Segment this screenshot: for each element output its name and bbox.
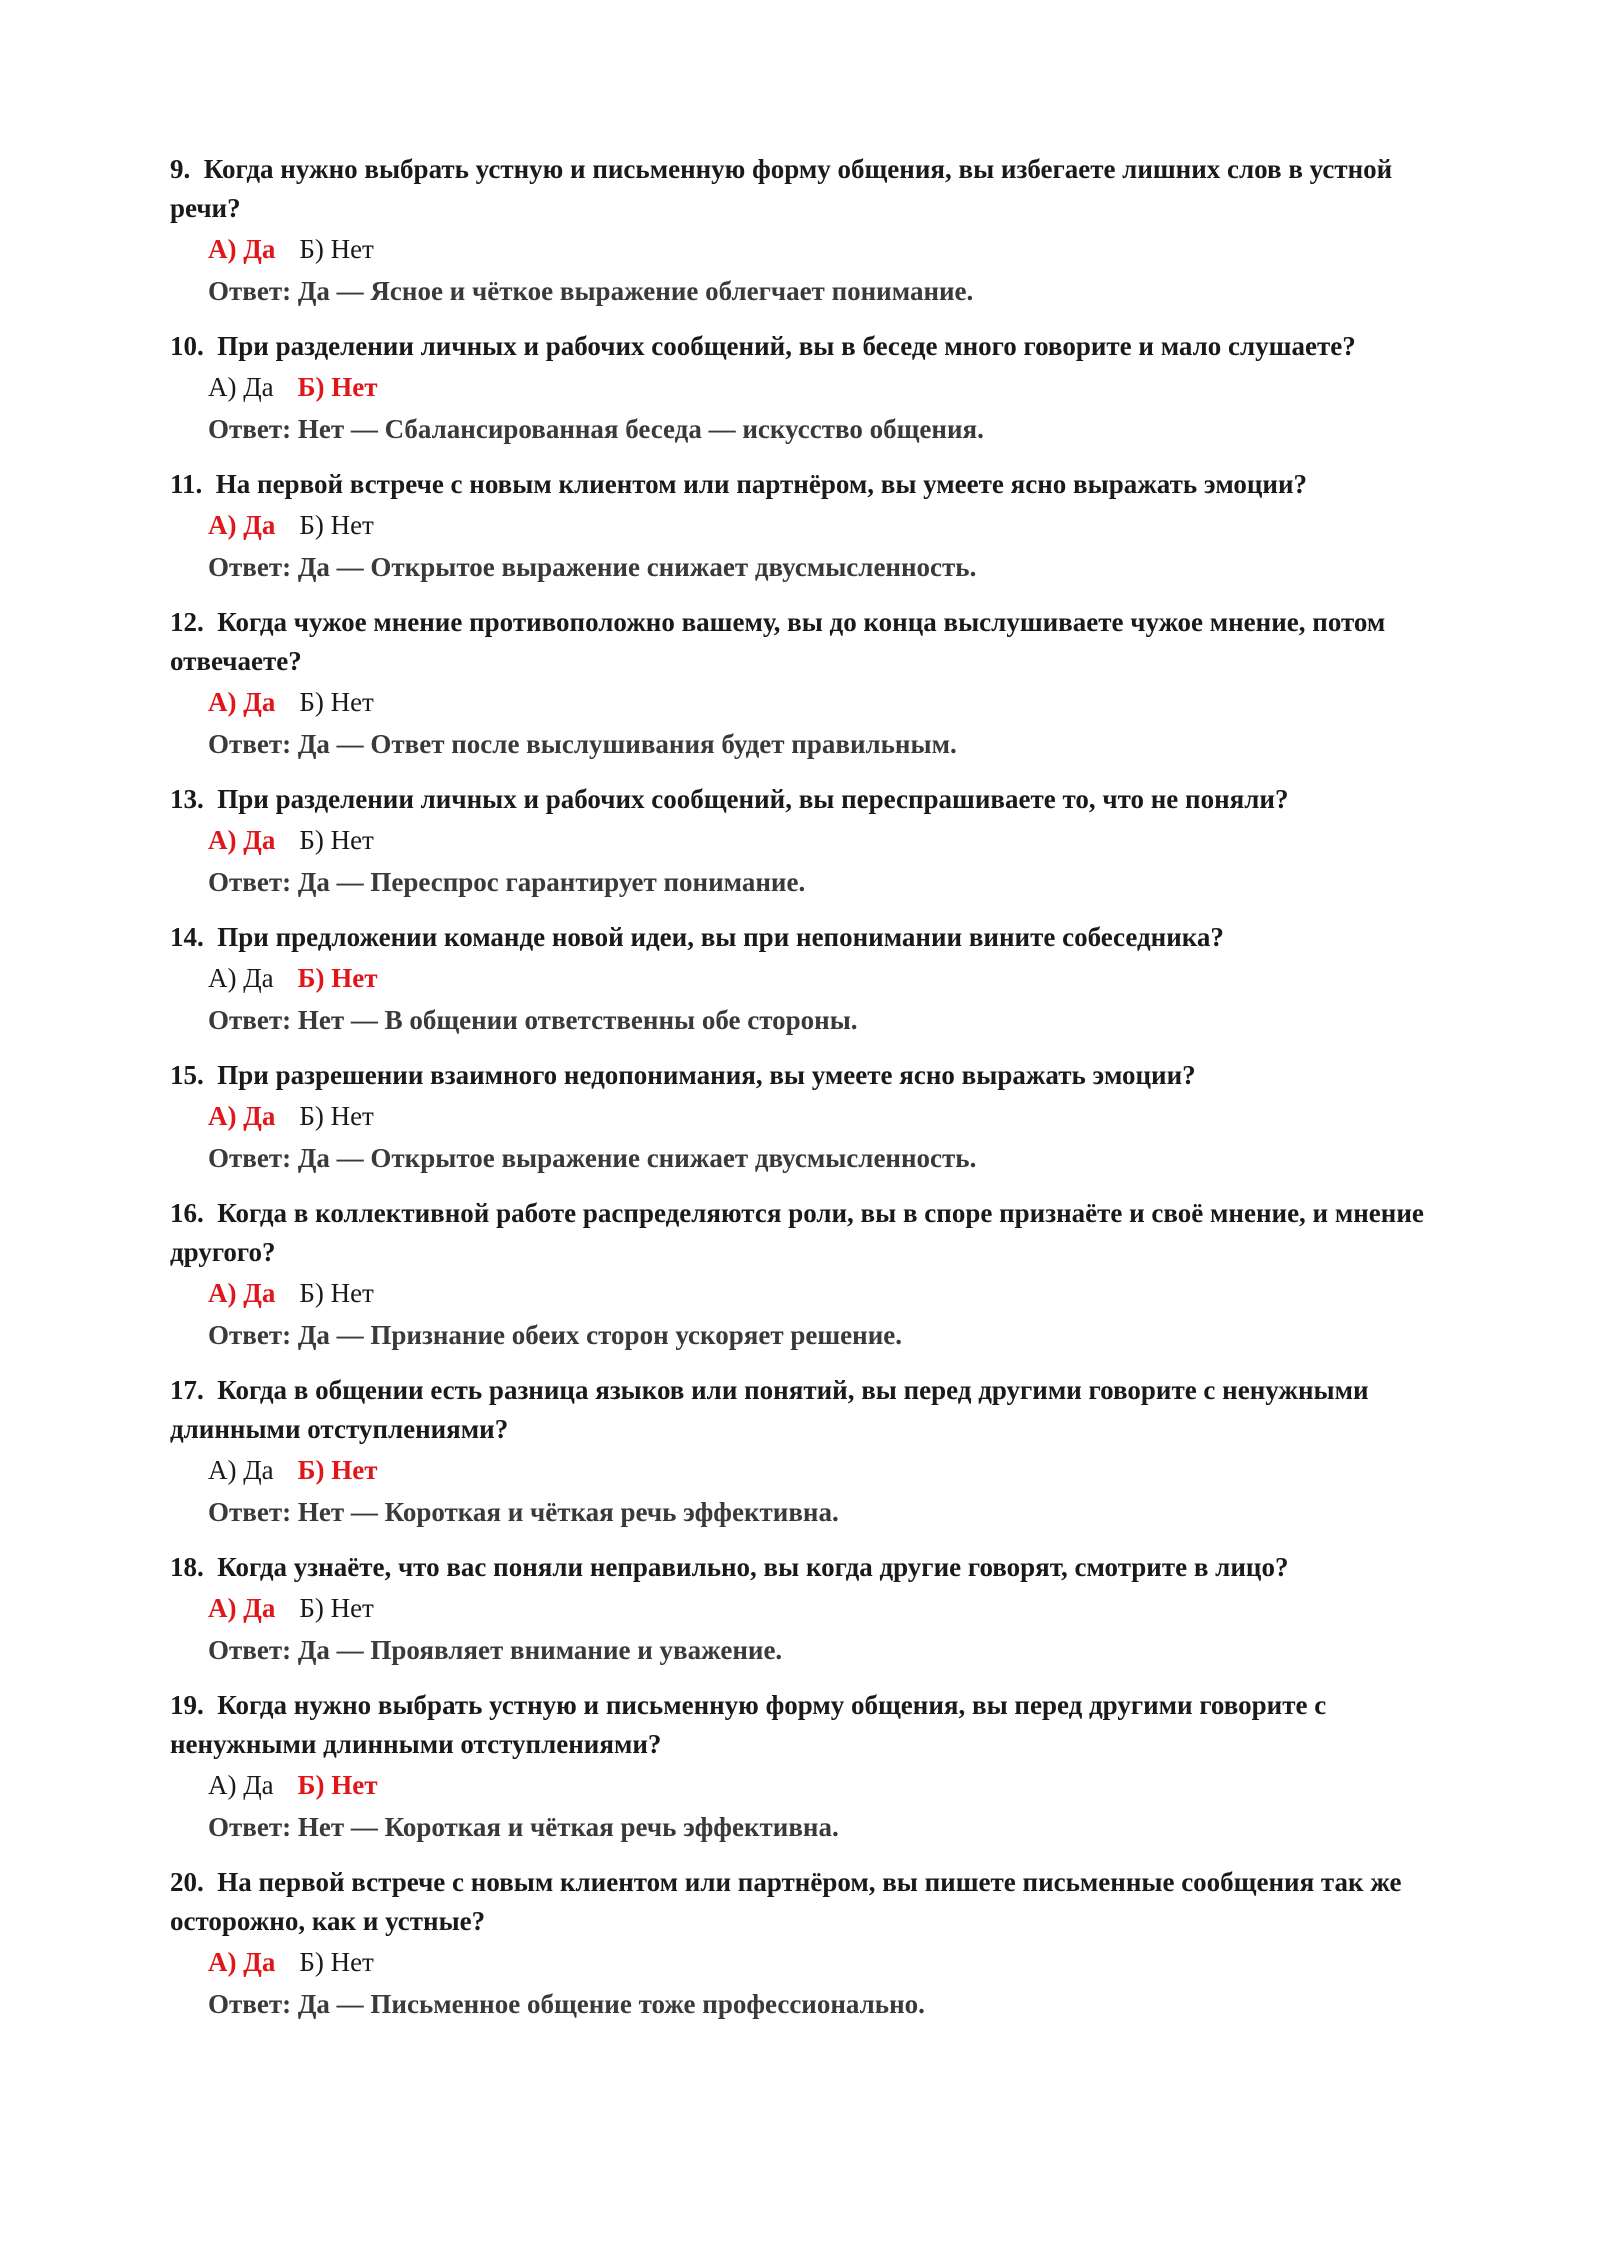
answer-options — [208, 1095, 1440, 1137]
answer-options — [208, 1941, 1440, 1983]
question-item — [170, 327, 1440, 450]
question-body: Когда в общении есть разница языков или понятий, вы перед другими говорите с ненужными длинными отступлениями? — [170, 1375, 1369, 1444]
answer-explanation: Ответ: Да — Письменное общение тоже профессионально. — [208, 1989, 925, 2019]
answer-options — [208, 1272, 1440, 1314]
question-text — [170, 1371, 1440, 1449]
answer-explanation: Ответ: Да — Переспрос гарантирует понимание. — [208, 867, 806, 897]
answer-options — [208, 681, 1440, 723]
answer-explanation: Ответ: Да — Признание обеих сторон ускоряет решение. — [208, 1320, 902, 1350]
question-text — [170, 1863, 1440, 1941]
question-body: При разделении личных и рабочих сообщений, вы в беседе много говорите и мало слушаете? — [217, 331, 1356, 361]
question-item — [170, 1056, 1440, 1179]
answer-explanation: Ответ: Да — Открытое выражение снижает двусмысленность. — [208, 1143, 977, 1173]
question-text — [170, 1548, 1440, 1587]
question-number: 18. — [170, 1552, 204, 1582]
option-b: Б) Нет — [299, 1593, 374, 1623]
question-text — [170, 327, 1440, 366]
question-text — [170, 465, 1440, 504]
answer-explanation: Ответ: Да — Ясное и чёткое выражение облегчает понимание. — [208, 276, 974, 306]
answer-explanation: Ответ: Нет — Сбалансированная беседа — искусство общения. — [208, 414, 984, 444]
question-number: 15. — [170, 1060, 204, 1090]
question-number: 9. — [170, 154, 191, 184]
option-b: Б) Нет — [299, 825, 374, 855]
question-text — [170, 603, 1440, 681]
question-body: Когда нужно выбрать устную и письменную форму общения, вы избегаете лишних слов в устной речи? — [170, 154, 1393, 223]
question-body: На первой встрече с новым клиентом или партнёром, вы умеете ясно выражать эмоции? — [215, 469, 1308, 499]
question-item — [170, 603, 1440, 765]
question-number: 19. — [170, 1690, 204, 1720]
question-text — [170, 1056, 1440, 1095]
option-a: А) Да — [208, 1947, 276, 1977]
option-a: А) Да — [208, 1278, 276, 1308]
option-b: Б) Нет — [299, 1101, 374, 1131]
question-text — [170, 1686, 1440, 1764]
option-b: Б) Нет — [299, 687, 374, 717]
answer-options — [208, 1764, 1440, 1806]
question-number: 12. — [170, 607, 204, 637]
option-b: Б) Нет — [297, 1770, 378, 1800]
question-item — [170, 1548, 1440, 1671]
question-text — [170, 1194, 1440, 1272]
answer-options — [208, 228, 1440, 270]
answer-options — [208, 957, 1440, 999]
option-b: Б) Нет — [297, 963, 378, 993]
question-item — [170, 1686, 1440, 1848]
question-number: 14. — [170, 922, 204, 952]
option-a: А) Да — [208, 687, 276, 717]
answer-explanation: Ответ: Нет — Короткая и чёткая речь эффективна. — [208, 1497, 839, 1527]
question-item — [170, 1194, 1440, 1356]
option-b: Б) Нет — [297, 1455, 378, 1485]
answer-explanation: Ответ: Да — Ответ после выслушивания будет правильным. — [208, 729, 957, 759]
answer-explanation: Ответ: Да — Проявляет внимание и уважение. — [208, 1635, 783, 1665]
option-a: А) Да — [208, 234, 276, 264]
question-body: Когда в коллективной работе распределяются роли, вы в споре признаёте и своё мнение, и мнение другого? — [170, 1198, 1424, 1267]
option-b: Б) Нет — [299, 1947, 374, 1977]
question-body: На первой встрече с новым клиентом или партнёром, вы пишете письменные сообщения так же осторожно, как и устные? — [170, 1867, 1402, 1936]
question-text — [170, 780, 1440, 819]
option-a: А) Да — [208, 1455, 274, 1485]
option-a: А) Да — [208, 1101, 276, 1131]
option-a: А) Да — [208, 825, 276, 855]
question-item — [170, 918, 1440, 1041]
question-number: 17. — [170, 1375, 204, 1405]
option-a: А) Да — [208, 1770, 274, 1800]
option-a: А) Да — [208, 510, 276, 540]
question-number: 20. — [170, 1867, 204, 1897]
option-a: А) Да — [208, 372, 274, 402]
question-body: Когда узнаёте, что вас поняли неправильно, вы когда другие говорят, смотрите в лицо? — [217, 1552, 1289, 1582]
question-body: Когда чужое мнение противоположно вашему, вы до конца выслушиваете чужое мнение, потом отвечаете? — [170, 607, 1386, 676]
answer-options — [208, 504, 1440, 546]
question-item — [170, 465, 1440, 588]
question-item — [170, 780, 1440, 903]
question-list — [170, 150, 1440, 2040]
option-b: Б) Нет — [299, 1278, 374, 1308]
question-item — [170, 1863, 1440, 2025]
question-body: При разделении личных и рабочих сообщений, вы переспрашиваете то, что не поняли? — [217, 784, 1289, 814]
question-body: При предложении команде новой идеи, вы при непонимании вините собеседника? — [217, 922, 1224, 952]
answer-explanation: Ответ: Нет — В общении ответственны обе стороны. — [208, 1005, 858, 1035]
question-number: 16. — [170, 1198, 204, 1228]
option-b: Б) Нет — [297, 372, 378, 402]
question-text — [170, 150, 1440, 228]
question-body: При разрешении взаимного недопонимания, вы умеете ясно выражать эмоции? — [217, 1060, 1196, 1090]
answer-options — [208, 1587, 1440, 1629]
question-item — [170, 1371, 1440, 1533]
question-text — [170, 918, 1440, 957]
option-a: А) Да — [208, 1593, 276, 1623]
question-item — [170, 150, 1440, 312]
option-a: А) Да — [208, 963, 274, 993]
answer-options — [208, 1449, 1440, 1491]
answer-options — [208, 366, 1440, 408]
option-b: Б) Нет — [299, 510, 374, 540]
question-number: 13. — [170, 784, 204, 814]
answer-explanation: Ответ: Нет — Короткая и чёткая речь эффективна. — [208, 1812, 839, 1842]
question-number: 11. — [170, 469, 203, 499]
question-number: 10. — [170, 331, 204, 361]
option-b: Б) Нет — [299, 234, 374, 264]
question-body: Когда нужно выбрать устную и письменную форму общения, вы перед другими говорите с ненужными длинными отступлениями? — [170, 1690, 1327, 1759]
answer-explanation: Ответ: Да — Открытое выражение снижает двусмысленность. — [208, 552, 977, 582]
answer-options — [208, 819, 1440, 861]
